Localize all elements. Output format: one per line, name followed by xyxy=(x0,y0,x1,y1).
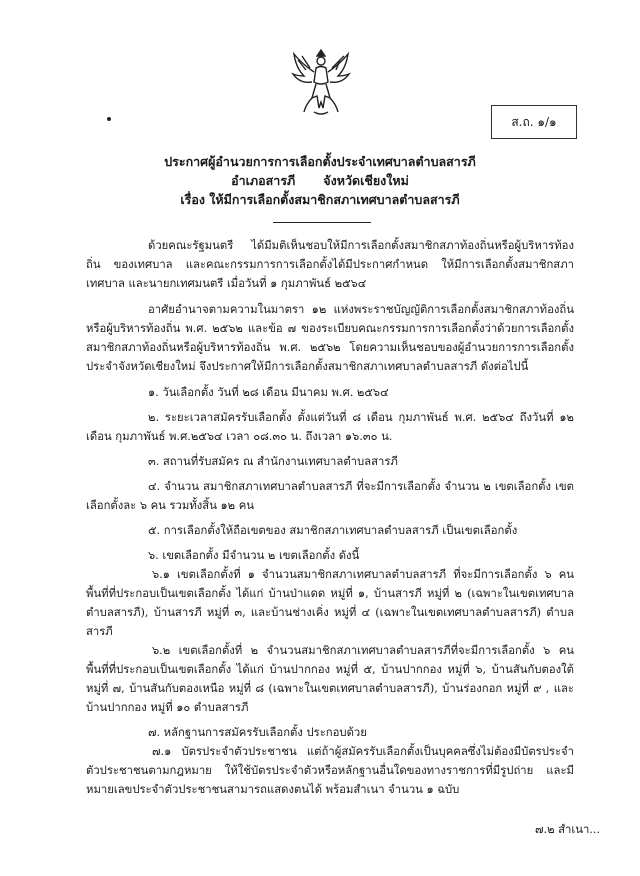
subject-line: เรื่อง ให้มีการเลือกตั้งสมาชิกสภาเทศบาลตำบลสารภี xyxy=(180,192,460,207)
item-7: ๗. หลักฐานการสมัครรับเลือกตั้ง ประกอบด้วย xyxy=(148,726,367,739)
item-1: ๑. วันเลือกตั้ง วันที่ ๒๘ เดือน มีนาคม พ.ศ. ๒๕๖๔ xyxy=(148,386,389,399)
item-6: ๖. เขตเลือกตั้ง มีจำนวน ๒ เขตเลือกตั้ง ดังนี้ xyxy=(148,549,360,562)
item-2: ๒. ระยะเวลาสมัครรับเลือกตั้ง ตั้งแต่วันที่ ๘ เดือน กุมภาพันธ์ พ.ศ. ๒๕๖๔ ถึงวันที่ ๑๒ เดือน กุมภาพันธ์ พ.ศ.๒๕๖๔ เวลา ๐๘.๓๐ น. ถึงเวลา ๑๖.๓๐ น. xyxy=(86,411,574,443)
continuation-marker: ๗.๒ สำเนา... xyxy=(535,823,601,836)
form-code-box xyxy=(491,105,577,139)
title-divider xyxy=(273,222,371,223)
sub-item-6-1: ๖.๑ เขตเลือกตั้งที่ ๑ จำนวนสมาชิกสภาเทศบาลตำบลสารภี ที่จะมีการเลือกตั้ง ๖ คน พื้นที่ที่ประกอบเป็นเขตเลือกตั้ง ได้แก่ บ้านป่าแดด หมู่ที่ ๑, บ้านสารภี หมู่ที่ ๒ (เฉพาะในเขตเทศบาลตำบลสารภี), บ้านสารภี หมู่ที่ ๓, และบ้านช่างเคิ่ง หมู่ที่ ๔ (เฉพาะในเขตเทศบาลตำบลสารภี) ตำบลสารภี xyxy=(86,568,574,638)
garuda-emblem-icon xyxy=(290,46,352,118)
item-4: ๔. จำนวน สมาชิกสภาเทศบาลตำบลสารภี ที่จะมีการเลือกตั้ง จำนวน ๒ เขตเลือกตั้ง เขตเลือกตั้งละ ๖ คน รวมทั้งสิ้น ๑๒ คน xyxy=(86,480,574,512)
sub-item-6-2: ๖.๒ เขตเลือกตั้งที่ ๒ จำนวนสมาชิกสภาเทศบาลตำบลสารภีที่จะมีการเลือกตั้ง ๖ คน พื้นที่ที่ประกอบเป็นเขตเลือกตั้ง ได้แก่ บ้านปากกอง หมู่ที่ ๕, บ้านปากกอง หมู่ที่ ๖, บ้านสันกับตองใต้ หมู่ที่ ๗, บ้านสันกับตองเหนือ หมู่ที่ ๘ (เฉพาะในเขตเทศบาลตำบลสารภี), บ้านร่องกอก หมู่ที่ ๙ , และบ้านปากกอง หมู่ที่ ๑๐ ตำบลสารภี xyxy=(86,644,574,714)
location-line xyxy=(0,172,640,190)
stray-dot xyxy=(107,117,111,121)
item-5: ๕. การเลือกตั้งให้ถือเขตของ สมาชิกสภาเทศบาลตำบลสารภี เป็นเขตเลือกตั้ง xyxy=(148,524,518,537)
paragraph-2: อาศัยอำนาจตามความในมาตรา ๑๒ แห่งพระราชบัญญัติการเลือกตั้งสมาชิกสภาท้องถิ่นหรือผู้บริหารท้องถิ่น พ.ศ. ๒๕๖๒ และข้อ ๗ ของระเบียบคณะกรรมการการเลือกตั้งว่าด้วยการเลือกตั้งสมาชิกสภาท้องถิ่นหรือผู้บริหารท้องถิ่น พ.ศ. ๒๕๖๒ โดยความเห็นชอบของผู้อำนวยการการเลือกตั้งประจำจังหวัดเชียงใหม่ จึงประกาศให้มีการเลือกตั้งสมาชิกสภาเทศบาลตำบลสารภี ดังต่อไปนี้ xyxy=(86,303,574,373)
province: จังหวัดเชียงใหม่ xyxy=(323,173,409,188)
form-code: ส.ถ. ๑/๑ xyxy=(511,114,557,129)
announcement-title: ประกาศผู้อำนวยการการเลือกตั้งประจำเทศบาลตำบลสารภี xyxy=(164,154,476,169)
sub-item-7-1: ๗.๑ บัตรประจำตัวประชาชน แต่ถ้าผู้สมัครรับเลือกตั้งเป็นบุคคลซึ่งไม่ต้องมีบัตรประจำตัวประชาชนตามกฎหมาย ให้ใช้บัตรประจำตัวหรือหลักฐานอื่นใดของทางราชการที่มีรูปถ่าย และมีหมายเลขประจำตัวประชาชนสามารถแสดงตนได้ พร้อมสำเนา จำนวน ๑ ฉบับ xyxy=(86,745,574,796)
body-text xyxy=(86,236,574,799)
district: อำเภอสารภี xyxy=(231,173,296,188)
item-3: ๓. สถานที่รับสมัคร ณ สำนักงานเทศบาลตำบลสารภี xyxy=(148,455,398,468)
paragraph-1: ด้วยคณะรัฐมนตรี ได้มีมติเห็นชอบให้มีการเลือกตั้งสมาชิกสภาท้องถิ่นหรือผู้บริหารท้องถิ่น ของเทศบาล และคณะกรรมการการเลือกตั้งได้มีประกาศกำหนด ให้มีการเลือกตั้งสมาชิกสภาเทศบาล และนายกเทศมนตรี เมื่อวันที่ ๑ กุมภาพันธ์ ๒๕๖๔ xyxy=(86,239,574,290)
